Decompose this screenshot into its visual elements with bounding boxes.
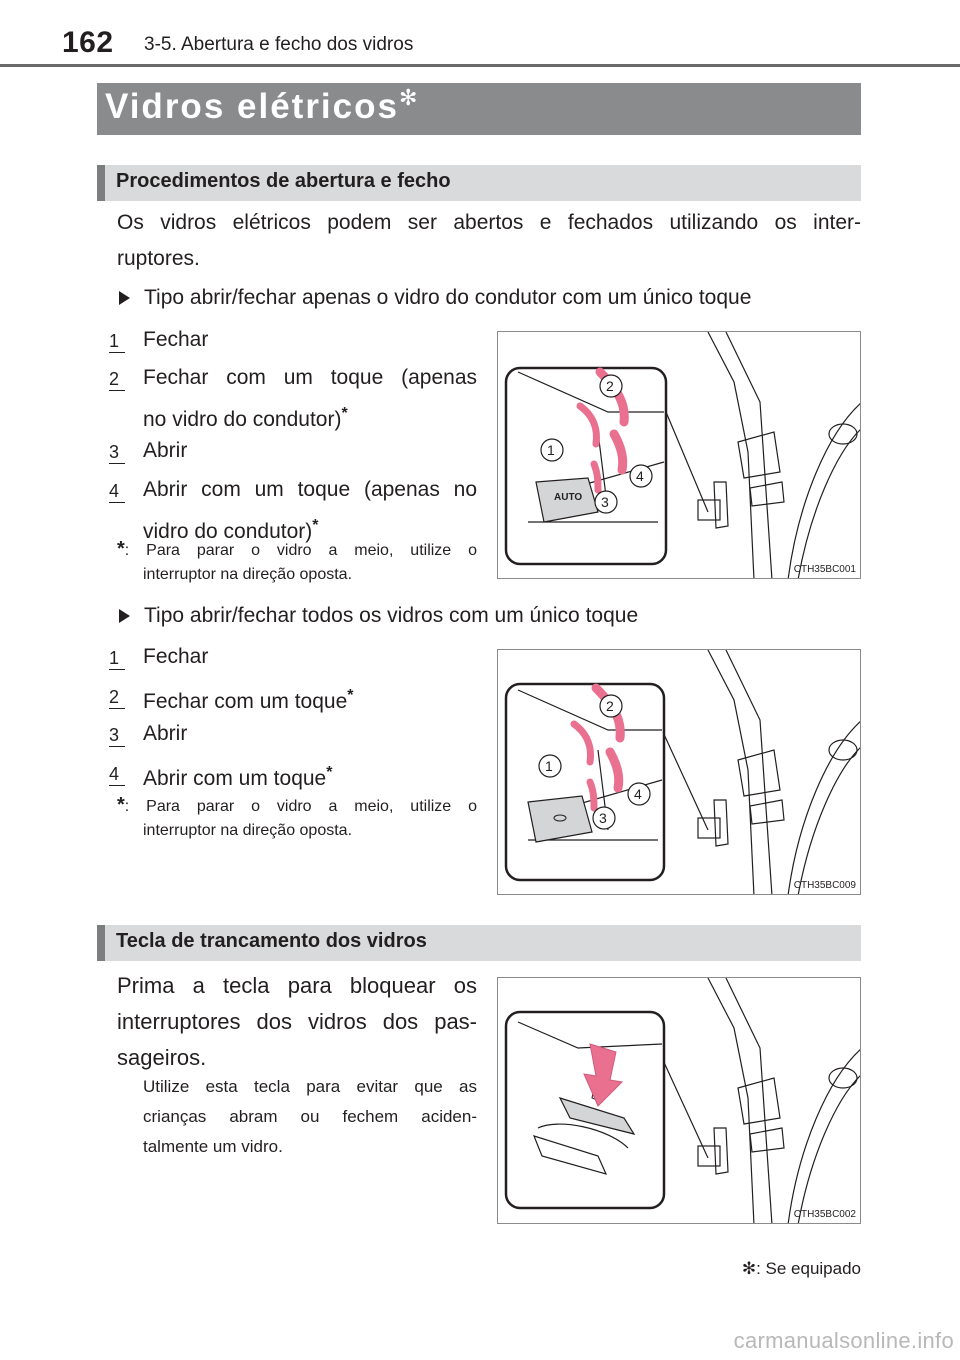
lock-line: sageiros. bbox=[117, 1045, 207, 1070]
figure-window-lock-switch bbox=[497, 977, 861, 1224]
callout-2: 2 bbox=[606, 378, 614, 394]
title-bar bbox=[97, 83, 861, 135]
equipped-mark: ✻ bbox=[741, 1259, 757, 1278]
asterisk: * bbox=[347, 687, 354, 704]
section-heading-label: Tecla de trancamento dos vidros bbox=[116, 930, 427, 952]
bullet-text: Tipo abrir/fechar apenas o vidro do condutor com um único toque bbox=[144, 286, 752, 309]
callout-1: 1 bbox=[547, 442, 555, 458]
page-title bbox=[105, 87, 419, 127]
note-line: talmente um vidro. bbox=[143, 1137, 283, 1156]
lock-note bbox=[143, 1072, 477, 1162]
item-number: 2 bbox=[109, 368, 125, 390]
lock-paragraph bbox=[117, 968, 477, 1076]
callout-3: 3 bbox=[599, 810, 607, 826]
header-rule bbox=[0, 64, 960, 67]
item-number: 3 bbox=[109, 724, 125, 746]
item-text-line bbox=[143, 396, 477, 438]
footnote-text: : Para parar o vidro a meio, utilize o bbox=[124, 542, 477, 559]
figure-code: CTH35BC002 bbox=[793, 1209, 856, 1220]
item-text: Abrir bbox=[143, 439, 188, 462]
lock-line: Prima a tecla para bloquear os bbox=[117, 973, 477, 998]
figure-window-switch-driver bbox=[497, 331, 861, 579]
callout-2: 2 bbox=[606, 698, 614, 714]
asterisk: * bbox=[312, 517, 319, 534]
item-text: Fechar bbox=[143, 645, 209, 668]
footnote-line bbox=[117, 793, 477, 819]
figure-window-switch-all bbox=[497, 649, 861, 895]
auto-label: AUTO bbox=[554, 492, 583, 503]
page-title-text: Vidros elétricos bbox=[105, 87, 399, 126]
section-heading-label: Procedimentos de abertura e fecho bbox=[116, 170, 451, 192]
intro-line-2: ruptores. bbox=[117, 247, 200, 270]
window-switch-illustration bbox=[498, 650, 861, 895]
item-text-content: Abrir com um toque bbox=[143, 767, 327, 790]
callout-3: 3 bbox=[601, 494, 609, 510]
item-text bbox=[143, 678, 477, 720]
section-heading-lock bbox=[97, 925, 861, 961]
footnote-line: interruptor na direção oposta. bbox=[143, 822, 353, 839]
footer-text: : Se equipado bbox=[756, 1259, 861, 1278]
item-text-line-content: no vidro do condutor) bbox=[143, 408, 342, 431]
lock-line: interruptores dos vidros dos pas- bbox=[117, 1009, 477, 1034]
section-accent bbox=[97, 925, 105, 961]
note-line: Utilize esta tecla para evitar que as bbox=[143, 1077, 477, 1096]
item-text bbox=[143, 755, 477, 797]
callout-4: 4 bbox=[636, 468, 644, 484]
item-number: 3 bbox=[109, 441, 125, 463]
watermark: carmanualsonline.info bbox=[733, 1328, 954, 1353]
triangle-bullet-icon bbox=[119, 609, 130, 623]
page-number: 162 bbox=[62, 26, 114, 59]
note-line: crianças abram ou fechem aciden- bbox=[143, 1107, 477, 1126]
figure-code: CTH35BC001 bbox=[793, 564, 856, 575]
asterisk: * bbox=[341, 405, 348, 422]
section-accent bbox=[97, 165, 105, 201]
intro-line-1: Os vidros elétricos podem ser abertos e fechados utilizando os inter- bbox=[117, 211, 861, 234]
item-text: Fechar bbox=[143, 328, 209, 351]
item-number: 4 bbox=[109, 480, 125, 502]
footnote-text: : Para parar o vidro a meio, utilize o bbox=[124, 798, 477, 815]
window-switch-illustration bbox=[498, 332, 861, 579]
item-text-line: Abrir com um toque (apenas no bbox=[143, 478, 477, 501]
breadcrumb: 3-5. Abertura e fecho dos vidros bbox=[144, 34, 414, 55]
item-text-line: Fechar com um toque (apenas bbox=[143, 366, 477, 389]
item-number: 4 bbox=[109, 763, 125, 785]
item-number: 1 bbox=[109, 330, 125, 352]
item-text-line-content: vidro do condutor) bbox=[143, 520, 313, 543]
window-lock-illustration bbox=[498, 978, 861, 1224]
item-text: Abrir bbox=[143, 722, 188, 745]
footnote bbox=[117, 793, 477, 843]
item-text-content: Fechar com um toque bbox=[143, 690, 348, 713]
asterisk: * bbox=[326, 764, 333, 781]
bullet-text: Tipo abrir/fechar todos os vidros com um único toque bbox=[144, 604, 639, 627]
section-heading-procedures bbox=[97, 165, 861, 201]
item-text bbox=[143, 360, 477, 438]
footer-note bbox=[742, 1259, 861, 1279]
asterisk: * bbox=[117, 538, 125, 560]
bullet-type-driver bbox=[119, 286, 751, 310]
figure-code: CTH35BC009 bbox=[793, 880, 856, 891]
footnote-line bbox=[117, 537, 477, 563]
callout-1: 1 bbox=[545, 758, 553, 774]
asterisk: * bbox=[117, 794, 125, 816]
item-number: 1 bbox=[109, 647, 125, 669]
triangle-bullet-icon bbox=[119, 291, 130, 305]
footnote-line: interruptor na direção oposta. bbox=[143, 566, 353, 583]
intro-paragraph bbox=[117, 205, 861, 277]
bullet-type-all bbox=[119, 604, 638, 628]
callout-4: 4 bbox=[634, 786, 642, 802]
item-number: 2 bbox=[109, 686, 125, 708]
equipped-mark: ✻ bbox=[398, 85, 420, 110]
footnote bbox=[117, 537, 477, 587]
